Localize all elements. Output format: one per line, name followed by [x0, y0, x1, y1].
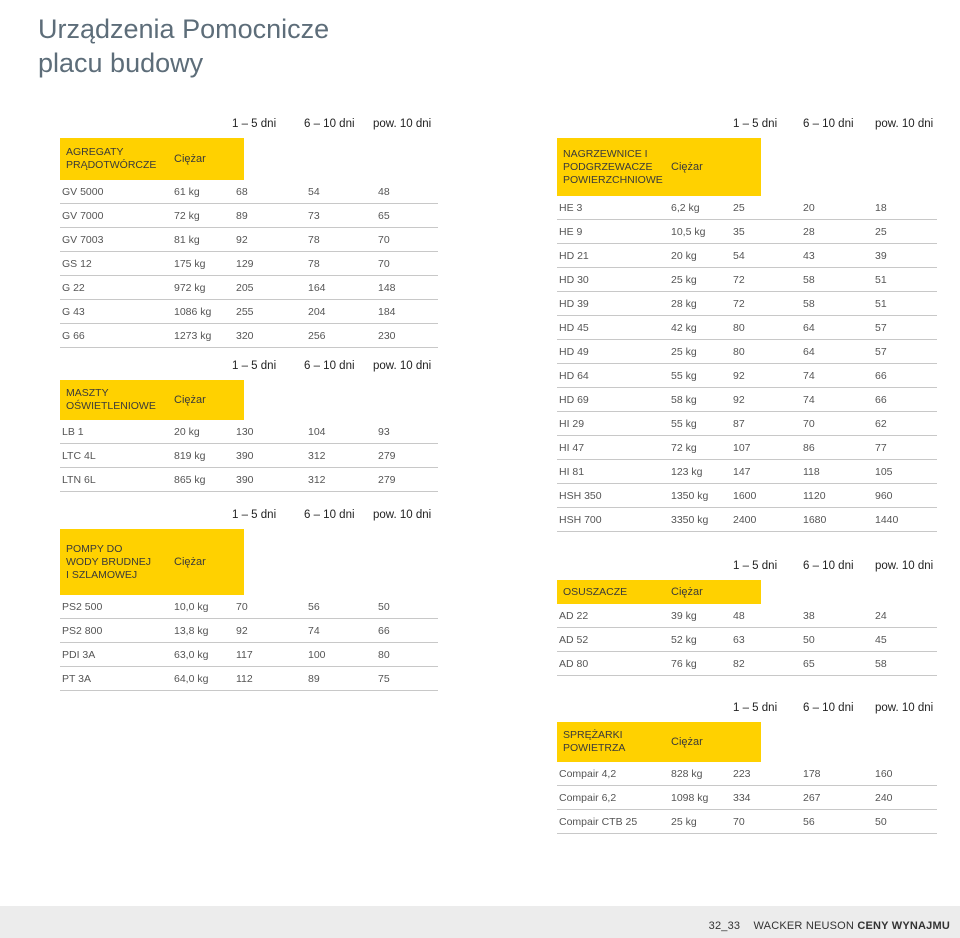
model-cell: HD 21	[559, 250, 589, 262]
price-1-5-cell: 87	[733, 418, 745, 430]
price-6-10-cell: 118	[803, 466, 820, 478]
price-over-10-cell: 58	[875, 658, 887, 670]
price-6-10-cell: 256	[308, 330, 326, 342]
price-over-10-cell: 77	[875, 442, 887, 454]
model-cell: HSH 700	[559, 514, 602, 526]
price-1-5-cell: 129	[236, 258, 254, 270]
table-row	[60, 667, 438, 691]
table-row	[557, 244, 937, 268]
price-1-5-cell: 390	[236, 450, 254, 462]
price-6-10-cell: 74	[803, 370, 815, 382]
price-6-10-cell: 1680	[803, 514, 827, 526]
price-over-10-cell: 160	[875, 768, 893, 780]
period-header: 1 – 5 dni	[733, 560, 778, 572]
price-6-10-cell: 104	[308, 426, 326, 438]
price-1-5-cell: 54	[733, 250, 745, 262]
price-1-5-cell: 1600	[733, 490, 757, 502]
weight-column-header: Ciężar	[671, 736, 703, 748]
section-osuszacze	[537, 560, 937, 676]
price-over-10-cell: 57	[875, 322, 887, 334]
price-1-5-cell: 48	[733, 610, 745, 622]
table-row	[557, 196, 937, 220]
model-cell: GS 12	[62, 258, 92, 270]
footer-brand-suffix: CENY WYNAJMU	[857, 920, 950, 932]
price-6-10-cell: 65	[803, 658, 815, 670]
section-title	[563, 722, 625, 762]
period-header: 1 – 5 dni	[733, 702, 778, 714]
weight-cell: 20 kg	[671, 250, 697, 262]
model-cell: HD 45	[559, 322, 589, 334]
price-over-10-cell: 45	[875, 634, 887, 646]
weight-cell: 25 kg	[671, 816, 697, 828]
page-title	[38, 12, 329, 80]
weight-cell: 1273 kg	[174, 330, 212, 342]
table-row	[60, 228, 438, 252]
weight-cell: 55 kg	[671, 418, 697, 430]
weight-cell: 61 kg	[174, 186, 200, 198]
price-1-5-cell: 92	[733, 394, 745, 406]
table-row	[557, 508, 937, 532]
weight-cell: 123 kg	[671, 466, 703, 478]
model-cell: LTC 4L	[62, 450, 96, 462]
model-cell: HD 64	[559, 370, 589, 382]
price-1-5-cell: 70	[733, 816, 745, 828]
section-header	[60, 529, 244, 595]
section-sprezarki	[537, 702, 937, 834]
price-1-5-cell: 223	[733, 768, 751, 780]
table-row	[60, 324, 438, 348]
model-cell: HE 3	[559, 202, 583, 214]
weight-cell: 1098 kg	[671, 792, 709, 804]
table-row	[60, 444, 438, 468]
price-over-10-cell: 70	[378, 258, 390, 270]
price-6-10-cell: 86	[803, 442, 815, 454]
price-6-10-cell: 43	[803, 250, 815, 262]
price-6-10-cell: 38	[803, 610, 815, 622]
price-over-10-cell: 39	[875, 250, 887, 262]
table-row	[557, 268, 937, 292]
price-6-10-cell: 312	[308, 474, 326, 486]
price-1-5-cell: 70	[236, 601, 248, 613]
period-header: 6 – 10 dni	[803, 702, 854, 714]
period-header: 6 – 10 dni	[803, 560, 854, 572]
table-row	[557, 484, 937, 508]
price-1-5-cell: 25	[733, 202, 745, 214]
model-cell: PDI 3A	[62, 649, 96, 661]
price-over-10-cell: 66	[875, 370, 887, 382]
price-over-10-cell: 1440	[875, 514, 899, 526]
price-over-10-cell: 279	[378, 450, 396, 462]
section-title-line: PRĄDOTWÓRCZE	[66, 159, 157, 171]
price-1-5-cell: 63	[733, 634, 745, 646]
table-row	[557, 364, 937, 388]
table-row	[557, 340, 937, 364]
weight-cell: 3350 kg	[671, 514, 709, 526]
price-1-5-cell: 92	[733, 370, 745, 382]
period-header: 1 – 5 dni	[232, 118, 277, 130]
model-cell: LTN 6L	[62, 474, 96, 486]
section-title-line: NAGRZEWNICE I	[563, 147, 648, 160]
section-header	[557, 138, 761, 196]
price-over-10-cell: 240	[875, 792, 893, 804]
price-6-10-cell: 56	[803, 816, 815, 828]
model-cell: HE 9	[559, 226, 583, 238]
price-over-10-cell: 24	[875, 610, 887, 622]
price-over-10-cell: 48	[378, 186, 390, 198]
weight-cell: 13,8 kg	[174, 625, 209, 637]
price-1-5-cell: 80	[733, 322, 745, 334]
price-over-10-cell: 51	[875, 274, 887, 286]
weight-cell: 63,0 kg	[174, 649, 209, 661]
price-1-5-cell: 92	[236, 625, 248, 637]
price-over-10-cell: 66	[378, 625, 390, 637]
model-cell: HSH 350	[559, 490, 602, 502]
period-header: 1 – 5 dni	[232, 360, 277, 372]
period-header: 1 – 5 dni	[232, 509, 277, 521]
weight-cell: 72 kg	[174, 210, 200, 222]
model-cell: GV 7000	[62, 210, 104, 222]
period-header: 6 – 10 dni	[304, 509, 355, 521]
section-title-line: POMPY DO	[66, 542, 123, 555]
table-row	[557, 292, 937, 316]
table-row	[557, 316, 937, 340]
weight-cell: 39 kg	[671, 610, 697, 622]
price-6-10-cell: 74	[803, 394, 815, 406]
price-6-10-cell: 100	[308, 649, 326, 661]
page-numbers: 32_33	[708, 920, 741, 932]
price-1-5-cell: 390	[236, 474, 254, 486]
table-row	[60, 300, 438, 324]
weight-column-header: Ciężar	[174, 556, 206, 568]
price-6-10-cell: 78	[308, 258, 320, 270]
section-title-line: POWIERZCHNIOWE	[563, 173, 663, 186]
section-title	[563, 580, 627, 604]
price-over-10-cell: 75	[378, 673, 390, 685]
page-title-line-2: placu budowy	[38, 48, 204, 78]
weight-cell: 972 kg	[174, 282, 206, 294]
price-6-10-cell: 56	[308, 601, 320, 613]
price-1-5-cell: 107	[733, 442, 751, 454]
price-6-10-cell: 64	[803, 346, 815, 358]
section-title	[66, 138, 156, 180]
price-1-5-cell: 130	[236, 426, 254, 438]
section-nagrzewnice	[537, 118, 937, 532]
price-over-10-cell: 230	[378, 330, 396, 342]
period-headers	[537, 560, 937, 580]
section-agregaty	[60, 118, 438, 348]
price-1-5-cell: 117	[236, 649, 253, 661]
price-over-10-cell: 18	[875, 202, 887, 214]
price-over-10-cell: 184	[378, 306, 396, 318]
price-over-10-cell: 25	[875, 226, 887, 238]
weight-cell: 20 kg	[174, 426, 200, 438]
price-1-5-cell: 80	[733, 346, 745, 358]
price-1-5-cell: 205	[236, 282, 254, 294]
section-title-line: PODGRZEWACZE	[563, 160, 653, 173]
period-headers	[537, 118, 937, 138]
model-cell: HD 69	[559, 394, 589, 406]
section-rows	[60, 595, 438, 691]
price-1-5-cell: 334	[733, 792, 751, 804]
table-row	[557, 762, 937, 786]
period-header: pow. 10 dni	[373, 118, 432, 130]
price-6-10-cell: 74	[308, 625, 320, 637]
weight-cell: 81 kg	[174, 234, 200, 246]
weight-cell: 52 kg	[671, 634, 697, 646]
section-rows	[537, 196, 937, 532]
model-cell: GV 7003	[62, 234, 104, 246]
table-row	[60, 420, 438, 444]
model-cell: LB 1	[62, 426, 84, 438]
price-6-10-cell: 54	[308, 186, 320, 198]
table-row	[557, 652, 937, 676]
model-cell: G 43	[62, 306, 85, 318]
section-maszty	[60, 360, 438, 492]
section-rows	[60, 180, 438, 348]
table-row	[557, 388, 937, 412]
weight-cell: 828 kg	[671, 768, 703, 780]
weight-cell: 10,5 kg	[671, 226, 706, 238]
model-cell: AD 22	[559, 610, 589, 622]
price-1-5-cell: 35	[733, 226, 745, 238]
section-title	[563, 138, 663, 196]
table-row	[557, 436, 937, 460]
weight-cell: 865 kg	[174, 474, 206, 486]
weight-cell: 10,0 kg	[174, 601, 209, 613]
price-6-10-cell: 267	[803, 792, 821, 804]
section-title-line: POWIETRZA	[563, 742, 626, 754]
model-cell: G 22	[62, 282, 85, 294]
section-title-line: AGREGATY	[66, 146, 124, 158]
model-cell: G 66	[62, 330, 85, 342]
price-over-10-cell: 80	[378, 649, 390, 661]
footer	[709, 920, 950, 932]
price-over-10-cell: 50	[875, 816, 887, 828]
weight-column-header: Ciężar	[671, 161, 703, 173]
table-row	[557, 220, 937, 244]
price-6-10-cell: 58	[803, 298, 815, 310]
weight-cell: 25 kg	[671, 346, 697, 358]
price-6-10-cell: 89	[308, 673, 320, 685]
price-over-10-cell: 960	[875, 490, 893, 502]
price-6-10-cell: 312	[308, 450, 326, 462]
model-cell: PS2 800	[62, 625, 103, 637]
table-row	[60, 595, 438, 619]
section-title-line: OSUSZACZE	[563, 585, 628, 598]
price-1-5-cell: 89	[236, 210, 248, 222]
weight-cell: 819 kg	[174, 450, 206, 462]
model-cell: Compair 4,2	[559, 768, 617, 780]
price-over-10-cell: 105	[875, 466, 893, 478]
weight-cell: 25 kg	[671, 274, 697, 286]
price-6-10-cell: 1120	[803, 490, 826, 502]
model-cell: AD 80	[559, 658, 589, 670]
period-header: pow. 10 dni	[875, 560, 934, 572]
section-header	[557, 722, 761, 762]
weight-column-header: Ciężar	[174, 394, 206, 406]
period-header: pow. 10 dni	[373, 360, 432, 372]
period-header: 6 – 10 dni	[803, 118, 854, 130]
table-row	[557, 604, 937, 628]
weight-cell: 58 kg	[671, 394, 697, 406]
price-6-10-cell: 50	[803, 634, 815, 646]
price-over-10-cell: 93	[378, 426, 390, 438]
model-cell: HI 47	[559, 442, 585, 454]
section-title-line: OŚWIETLENIOWE	[66, 400, 156, 412]
weight-column-header: Ciężar	[671, 586, 703, 598]
price-6-10-cell: 64	[803, 322, 815, 334]
weight-cell: 1350 kg	[671, 490, 709, 502]
weight-cell: 175 kg	[174, 258, 206, 270]
footer-brand: WACKER NEUSON	[753, 920, 855, 932]
table-row	[60, 252, 438, 276]
section-header	[60, 380, 244, 420]
price-1-5-cell: 82	[733, 658, 745, 670]
price-6-10-cell: 73	[308, 210, 320, 222]
price-1-5-cell: 2400	[733, 514, 757, 526]
period-header: 1 – 5 dni	[733, 118, 778, 130]
price-6-10-cell: 70	[803, 418, 815, 430]
price-over-10-cell: 50	[378, 601, 390, 613]
price-6-10-cell: 178	[803, 768, 821, 780]
price-over-10-cell: 65	[378, 210, 390, 222]
period-header: pow. 10 dni	[875, 118, 934, 130]
model-cell: GV 5000	[62, 186, 104, 198]
section-header	[557, 580, 761, 604]
table-row	[557, 412, 937, 436]
price-over-10-cell: 279	[378, 474, 396, 486]
page-title-line-1: Urządzenia Pomocnicze	[38, 14, 330, 44]
section-title-line: I SZLAMOWEJ	[66, 568, 138, 581]
weight-cell: 6,2 kg	[671, 202, 700, 214]
section-header	[60, 138, 244, 180]
table-row	[60, 619, 438, 643]
price-1-5-cell: 255	[236, 306, 254, 318]
table-row	[60, 180, 438, 204]
model-cell: HD 49	[559, 346, 589, 358]
model-cell: Compair 6,2	[559, 792, 617, 804]
price-1-5-cell: 320	[236, 330, 254, 342]
section-title-line: MASZTY	[66, 387, 109, 399]
price-1-5-cell: 68	[236, 186, 248, 198]
weight-cell: 42 kg	[671, 322, 697, 334]
weight-cell: 76 kg	[671, 658, 697, 670]
table-row	[557, 460, 937, 484]
section-title	[66, 529, 151, 595]
price-1-5-cell: 72	[733, 274, 745, 286]
period-header: pow. 10 dni	[373, 509, 432, 521]
section-pompy	[60, 509, 438, 691]
section-rows	[537, 604, 937, 676]
price-6-10-cell: 28	[803, 226, 815, 238]
section-rows	[60, 420, 438, 492]
period-header: 6 – 10 dni	[304, 360, 355, 372]
period-headers	[60, 118, 438, 138]
price-6-10-cell: 58	[803, 274, 815, 286]
table-row	[60, 276, 438, 300]
price-6-10-cell: 20	[803, 202, 815, 214]
model-cell: Compair CTB 25	[559, 816, 638, 828]
model-cell: HI 29	[559, 418, 585, 430]
price-over-10-cell: 148	[378, 282, 396, 294]
period-headers	[60, 360, 438, 380]
weight-cell: 28 kg	[671, 298, 697, 310]
price-1-5-cell: 147	[733, 466, 751, 478]
weight-cell: 1086 kg	[174, 306, 212, 318]
model-cell: AD 52	[559, 634, 589, 646]
section-rows	[537, 762, 937, 834]
price-over-10-cell: 70	[378, 234, 390, 246]
weight-column-header: Ciężar	[174, 153, 206, 165]
model-cell: HD 39	[559, 298, 589, 310]
price-over-10-cell: 62	[875, 418, 887, 430]
price-over-10-cell: 51	[875, 298, 887, 310]
section-title-line: WODY BRUDNEJ	[66, 555, 151, 568]
price-1-5-cell: 112	[236, 673, 253, 685]
price-over-10-cell: 66	[875, 394, 887, 406]
table-row	[557, 628, 937, 652]
table-row	[557, 786, 937, 810]
table-row	[557, 810, 937, 834]
price-6-10-cell: 78	[308, 234, 320, 246]
model-cell: PS2 500	[62, 601, 103, 613]
price-6-10-cell: 164	[308, 282, 326, 294]
price-over-10-cell: 57	[875, 346, 887, 358]
table-row	[60, 204, 438, 228]
model-cell: HI 81	[559, 466, 585, 478]
table-row	[60, 643, 438, 667]
period-headers	[537, 702, 937, 722]
weight-cell: 64,0 kg	[174, 673, 209, 685]
price-6-10-cell: 204	[308, 306, 326, 318]
period-header: 6 – 10 dni	[304, 118, 355, 130]
weight-cell: 72 kg	[671, 442, 697, 454]
price-1-5-cell: 72	[733, 298, 745, 310]
section-title	[66, 380, 156, 420]
model-cell: PT 3A	[62, 673, 91, 685]
price-1-5-cell: 92	[236, 234, 248, 246]
weight-cell: 55 kg	[671, 370, 697, 382]
period-header: pow. 10 dni	[875, 702, 934, 714]
period-headers	[60, 509, 438, 529]
section-title-line: SPRĘŻARKI	[563, 729, 623, 741]
table-row	[60, 468, 438, 492]
model-cell: HD 30	[559, 274, 589, 286]
